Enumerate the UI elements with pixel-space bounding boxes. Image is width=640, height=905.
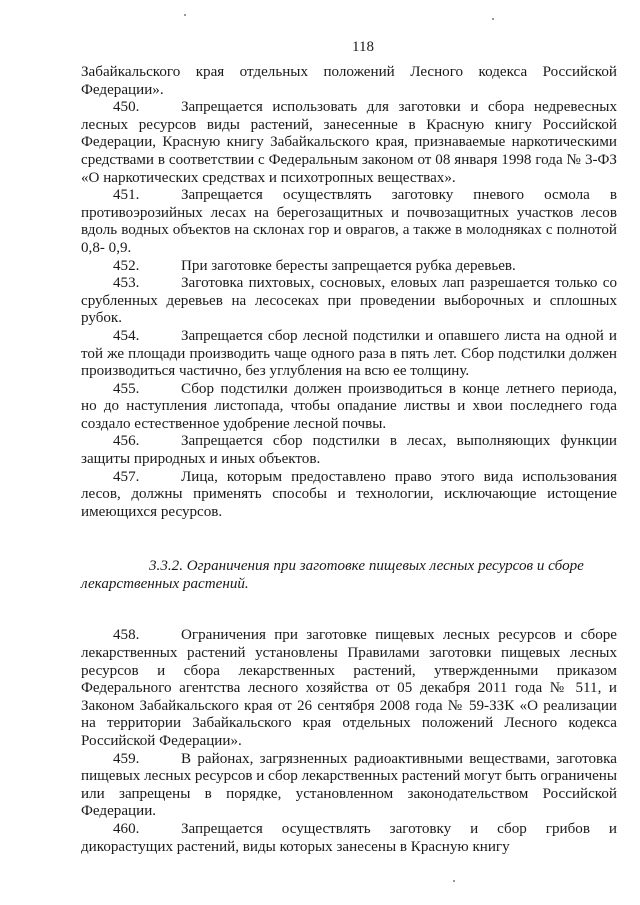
paragraph-number: 460.: [113, 820, 140, 837]
paragraph-text: При заготовке бересты запрещается рубка деревьев.: [181, 257, 516, 274]
paragraph-list-b: [81, 627, 617, 856]
paragraph-number: 451.: [113, 187, 140, 204]
scan-speck: [184, 14, 186, 16]
section-heading: [81, 557, 617, 593]
scan-speck: [492, 18, 494, 20]
paragraph-453: [81, 275, 617, 328]
paragraph-number: 455.: [113, 380, 140, 397]
paragraph-number: 453.: [113, 275, 140, 292]
document-page: [81, 30, 617, 856]
paragraph-number: 457.: [113, 468, 140, 485]
paragraph-460: [81, 821, 617, 856]
paragraph-459: [81, 751, 617, 821]
paragraph-number: 452.: [113, 257, 140, 274]
paragraph-text: Запрещается осуществлять заготовку и сбор грибов и дикорастущих растений, виды которых занесены в Красную книгу: [81, 820, 617, 855]
paragraph-451: [81, 187, 617, 257]
paragraph-number: 454.: [113, 327, 140, 344]
paragraph-text: Заготовка пихтовых, сосновых, еловых лап разрешается только со срубленных деревьев на лесосеках при проведении выборочных и сплошных рубок.: [81, 275, 617, 327]
paragraph-455: [81, 381, 617, 434]
paragraph-list-a: [81, 99, 617, 521]
paragraph-text: В районах, загрязненных радиоактивными веществами, заготовка пищевых лесных ресурсов и сбор лекарственных растений могут быть ограничены или запрещены в порядке, установленном законодательством Российской Федерации.: [81, 750, 617, 820]
paragraph-number: 458.: [113, 627, 140, 644]
section-heading-line-2: лекарственных растений.: [81, 576, 249, 593]
paragraph-text: Сбор подстилки должен производиться в конце летнего периода, но до наступления листопада, чтобы опадание листвы и хвои последнего года создало естественное удобрение лесной почвы.: [81, 380, 617, 432]
paragraph-454: [81, 328, 617, 381]
intro-continuation: Забайкальского края отдельных положений Лесного кодекса Российской Федерации».: [81, 64, 617, 98]
paragraph-number: 450.: [113, 99, 140, 116]
paragraph-text: Лица, которым предоставлено право этого вида использования лесов, должны применять способы и технологии, исключающие истощение имеющихся ресурсов.: [81, 468, 617, 520]
paragraph-458: [81, 627, 617, 750]
paragraph-text: Запрещается использовать для заготовки и сбора недревесных лесных ресурсов виды растений, занесенные в Красную книгу Российской Федерации, Красную книгу Забайкальского края, признаваемые наркотическими средствами в соответствии с Федеральным законом от 08 января 1998 года № 3-ФЗ «О наркотических средствах и психотропных веществах».: [81, 99, 617, 186]
paragraph-452: [81, 258, 617, 276]
paragraph-number: 459.: [113, 750, 140, 767]
paragraph-457: [81, 469, 617, 522]
spacer: [81, 593, 617, 627]
paragraph-450: [81, 99, 617, 187]
page-number: 118: [352, 39, 374, 55]
paragraph-text: Ограничения при заготовке пищевых лесных ресурсов и сборе лекарственных растений установлены Правилами заготовки пищевых лесных ресурсов и сбора лекарственных растений, утвержденными приказом Федерального агентства лесного хозяйства от 05 декабря 2011 года № 511, и Законом Забайкальского края от 26 сентября 2008 года № 59-ЗЗК «О реализации на территории Забайкальского края отдельных положений Лесного кодекса Российской Федерации».: [81, 627, 617, 749]
scan-speck: [453, 880, 455, 882]
paragraph-number: 456.: [113, 433, 140, 450]
paragraph-text: Запрещается сбор подстилки в лесах, выполняющих функции защиты природных и иных объектов.: [81, 433, 617, 468]
paragraph-text: Запрещается сбор лесной подстилки и опавшего листа на одной и той же площади производить чаще одного раза в пять лет. Сбор подстилки должен производиться частично, без углубления на всю ее толщину.: [81, 327, 617, 380]
section-heading-line-1: 3.3.2. Ограничения при заготовке пищевых лесных ресурсов и сборе: [149, 558, 584, 575]
spacer: [81, 521, 617, 557]
paragraph-text: Запрещается осуществлять заготовку пневого осмола в противоэрозийных лесах на берегозащитных и почвозащитных участков лесов вдоль водных объектов на склонах гор и оврагов, а также в молодняках с полнотой 0,8- 0,9.: [81, 187, 617, 256]
paragraph-456: [81, 433, 617, 468]
